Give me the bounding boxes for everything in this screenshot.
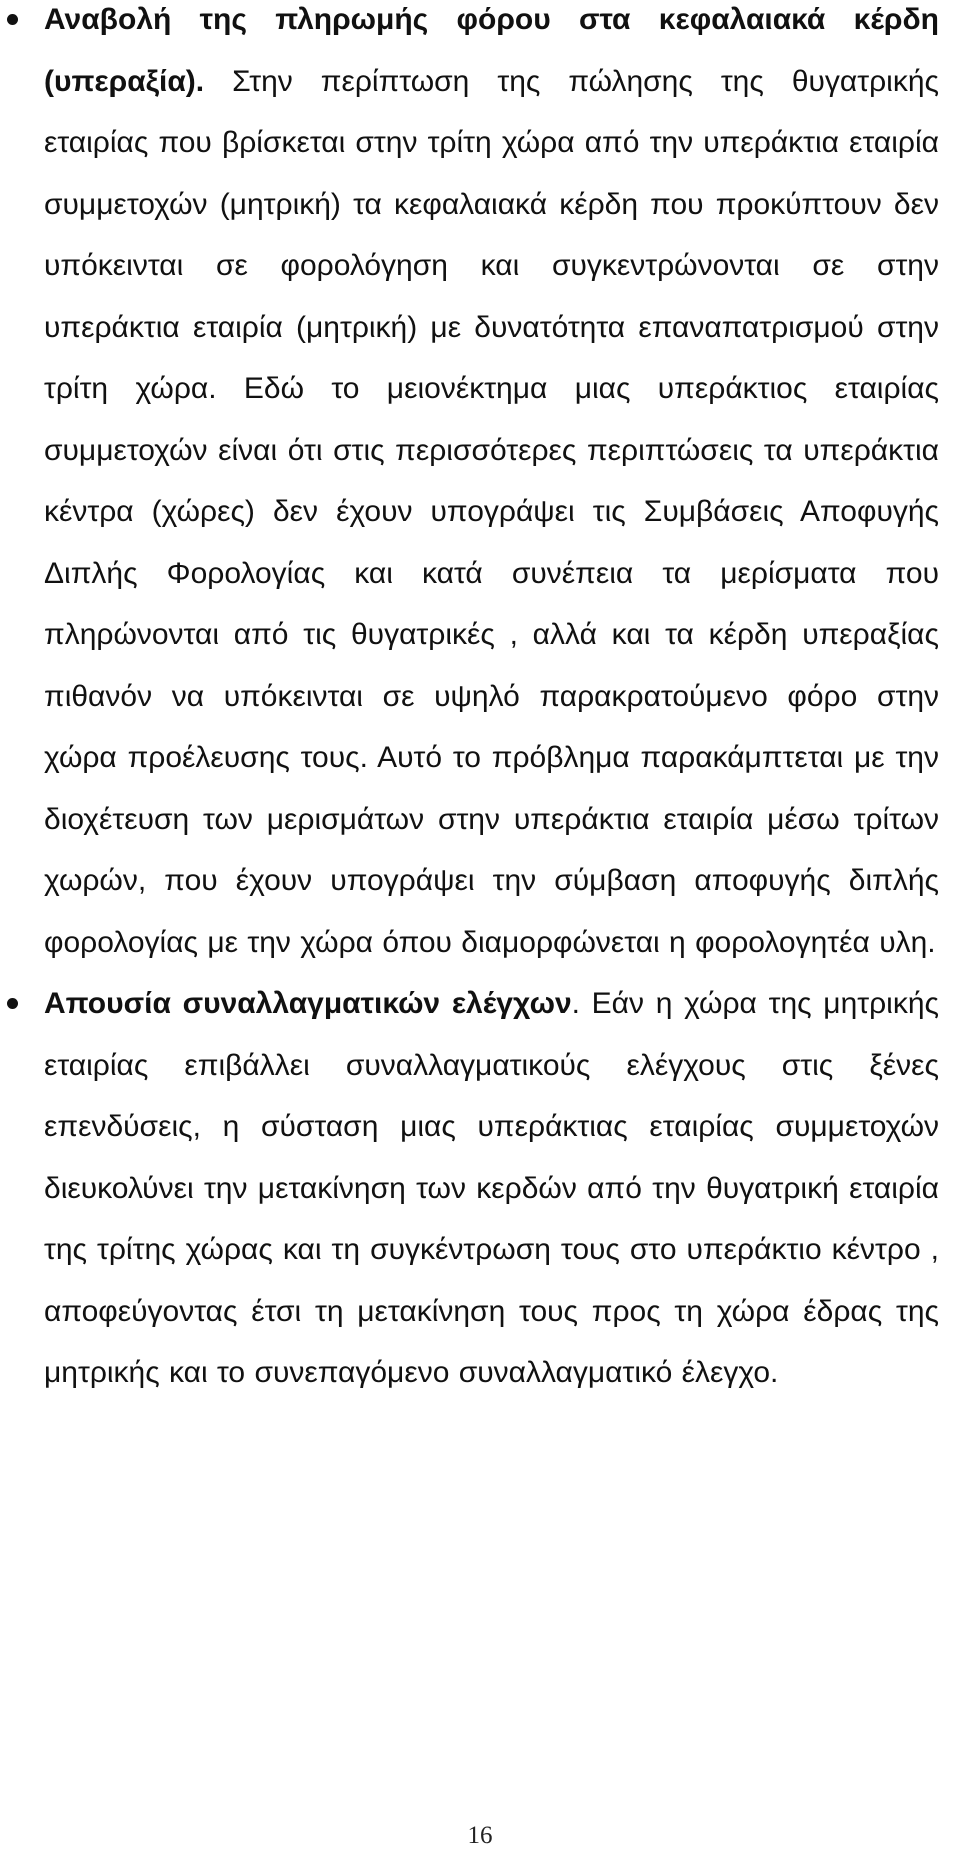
item-heading: Αναβολή της πληρωμής φόρου στα κεφαλαιακά κέρδη (υπεραξία). (44, 3, 939, 98)
list-item-no-exchange-controls (44, 973, 939, 1404)
bullet-icon (7, 14, 18, 25)
item-text: Στην περίπτωση της πώλησης της θυγατρικής εταιρίας που βρίσκεται στην τρίτη χώρα από την υπεράκτια εταιρία συμμετοχών (μητρική) τα κεφαλαιακά κέρδη που προκύπτουν δεν υπόκεινται σε φορολόγηση και συγκεντρώνονται σε στην υπεράκτια εταιρία (μητρική) με δυνατότητα επαναπατρισμού στην τρίτη χώρα. Εδώ το μειονέκτημα μιας υπεράκτιος εταιρίας συμμετοχών είναι ότι στις περισσότερες περιπτώσεις τα υπεράκτια κέντρα (χώρες) δεν έχουν υπογράψει τις Συμβάσεις Αποφυγής Διπλής Φορολογίας και κατά συνέπεια τα μερίσματα που πληρώνονται από τις θυγατρικές , αλλά και τα κέρδη υπεραξίας πιθανόν να υπόκεινται σε υψηλό παρακρατούμενο φόρο στην χώρα προέλευσης τους. Αυτό το πρόβλημα παρακάμπτεται με την διοχέτευση των μερισμάτων στην υπεράκτια εταιρία μέσω τρίτων χωρών, που έχουν υπογράψει την σύμβαση αποφυγής διπλής φορολογίας με την χώρα όπου διαμορφώνεται η φορολογητέα υλη. (44, 64, 939, 959)
bullet-icon (7, 998, 18, 1009)
page-number: 16 (467, 1822, 493, 1849)
list-item-capital-gains-deferral (44, 0, 939, 973)
item-text: . Εάν η χώρα της μητρικής εταιρίας επιβάλλει συναλλαγματικούς ελέγχους στις ξένες επενδύσεις, η σύσταση μιας υπεράκτιας εταιρίας συμμετοχών διευκολύνει την μετακίνηση των κερδών από την θυγατρική εταιρία της τρίτης χώρας και τη συγκέντρωση τους στο υπεράκτιο κέντρο , αποφεύγοντας έτσι τη μετακίνηση τους προς τη χώρα έδρας της μητρικής και το συνεπαγόμενο συναλλαγματικό έλεγχο. (44, 987, 939, 1389)
item-heading: Απουσία συναλλαγματικών ελέγχων (44, 987, 572, 1020)
